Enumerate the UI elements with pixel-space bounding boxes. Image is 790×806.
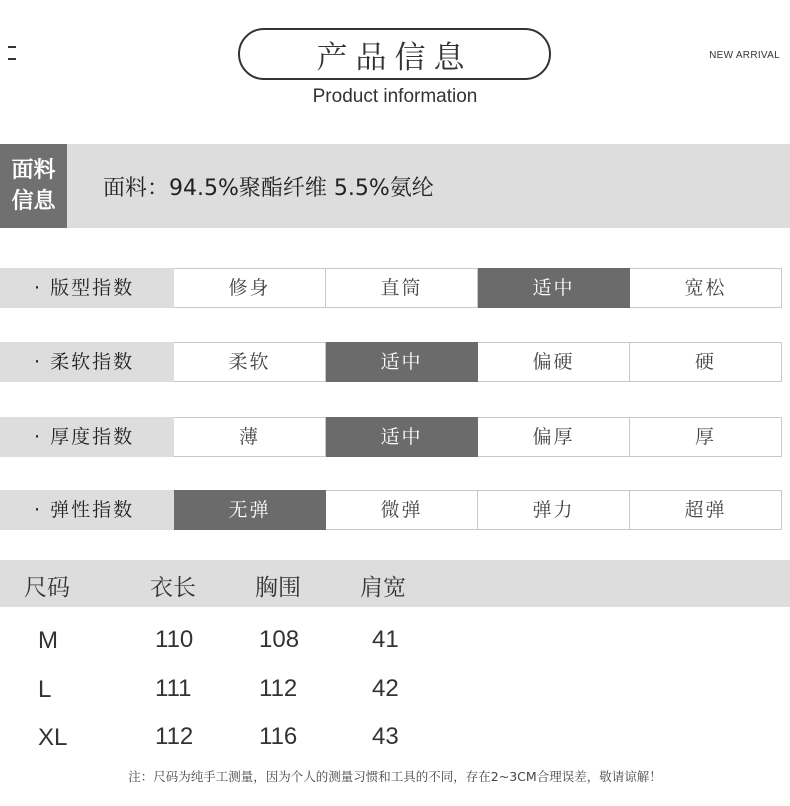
index-option: 厚 (630, 417, 782, 457)
measurement-note: 注：尺码为纯手工测量，因为个人的测量习惯和工具的不同，存在2~3CM合理误差，敬请谅解！ (128, 769, 662, 784)
index-option: 硬 (630, 342, 782, 382)
fabric-composition: 面料：94.5%聚酯纤维 5.5%氨纶 (103, 176, 434, 201)
index-option: 宽松 (630, 268, 782, 308)
chest-col-header: 胸围 (255, 575, 301, 601)
index-row-fit (0, 268, 772, 308)
size-cell: XL (38, 724, 68, 751)
fabric-tag-line2: 信息 (11, 189, 56, 214)
index-option-selected: 适中 (478, 268, 630, 308)
index-row-elasticity (0, 490, 772, 530)
index-row-softness (0, 342, 772, 382)
index-label: · 弹性指数 (0, 490, 174, 530)
page-title: 产品信息 (238, 28, 551, 80)
index-label: · 厚度指数 (0, 417, 174, 457)
shoulder-cell: 42 (372, 675, 399, 702)
shoulder-cell: 41 (372, 626, 399, 653)
corner-mark-icon (8, 46, 16, 60)
index-option: 弹力 (478, 490, 630, 530)
index-option: 修身 (174, 268, 326, 308)
chest-cell: 116 (259, 723, 298, 750)
length-col-header: 衣长 (150, 575, 196, 601)
size-cell: M (38, 627, 58, 654)
fabric-tag-line1: 面料 (11, 158, 56, 183)
index-option-selected: 无弹 (174, 490, 326, 530)
shoulder-col-header: 肩宽 (360, 575, 406, 601)
index-option-selected: 适中 (326, 417, 478, 457)
index-option: 微弹 (326, 490, 478, 530)
new-arrival-tag: NEW ARRIVAL (709, 50, 780, 61)
size-col-header: 尺码 (24, 575, 70, 601)
length-cell: 111 (155, 675, 192, 702)
index-option: 偏厚 (478, 417, 630, 457)
chest-cell: 112 (259, 675, 298, 702)
size-table-header (0, 560, 790, 607)
index-option: 薄 (174, 417, 326, 457)
length-cell: 110 (155, 626, 194, 653)
index-option-selected: 适中 (326, 342, 478, 382)
chest-cell: 108 (259, 626, 300, 653)
shoulder-cell: 43 (372, 723, 399, 750)
index-label: · 柔软指数 (0, 342, 174, 382)
index-option: 偏硬 (478, 342, 630, 382)
size-cell: L (38, 676, 52, 703)
index-row-thickness (0, 417, 772, 457)
length-cell: 112 (155, 723, 194, 750)
index-option: 柔软 (174, 342, 326, 382)
index-option: 超弹 (630, 490, 782, 530)
fabric-tag (0, 144, 67, 228)
index-label: · 版型指数 (0, 268, 174, 308)
page-subtitle: Product information (312, 86, 478, 107)
index-option: 直筒 (326, 268, 478, 308)
